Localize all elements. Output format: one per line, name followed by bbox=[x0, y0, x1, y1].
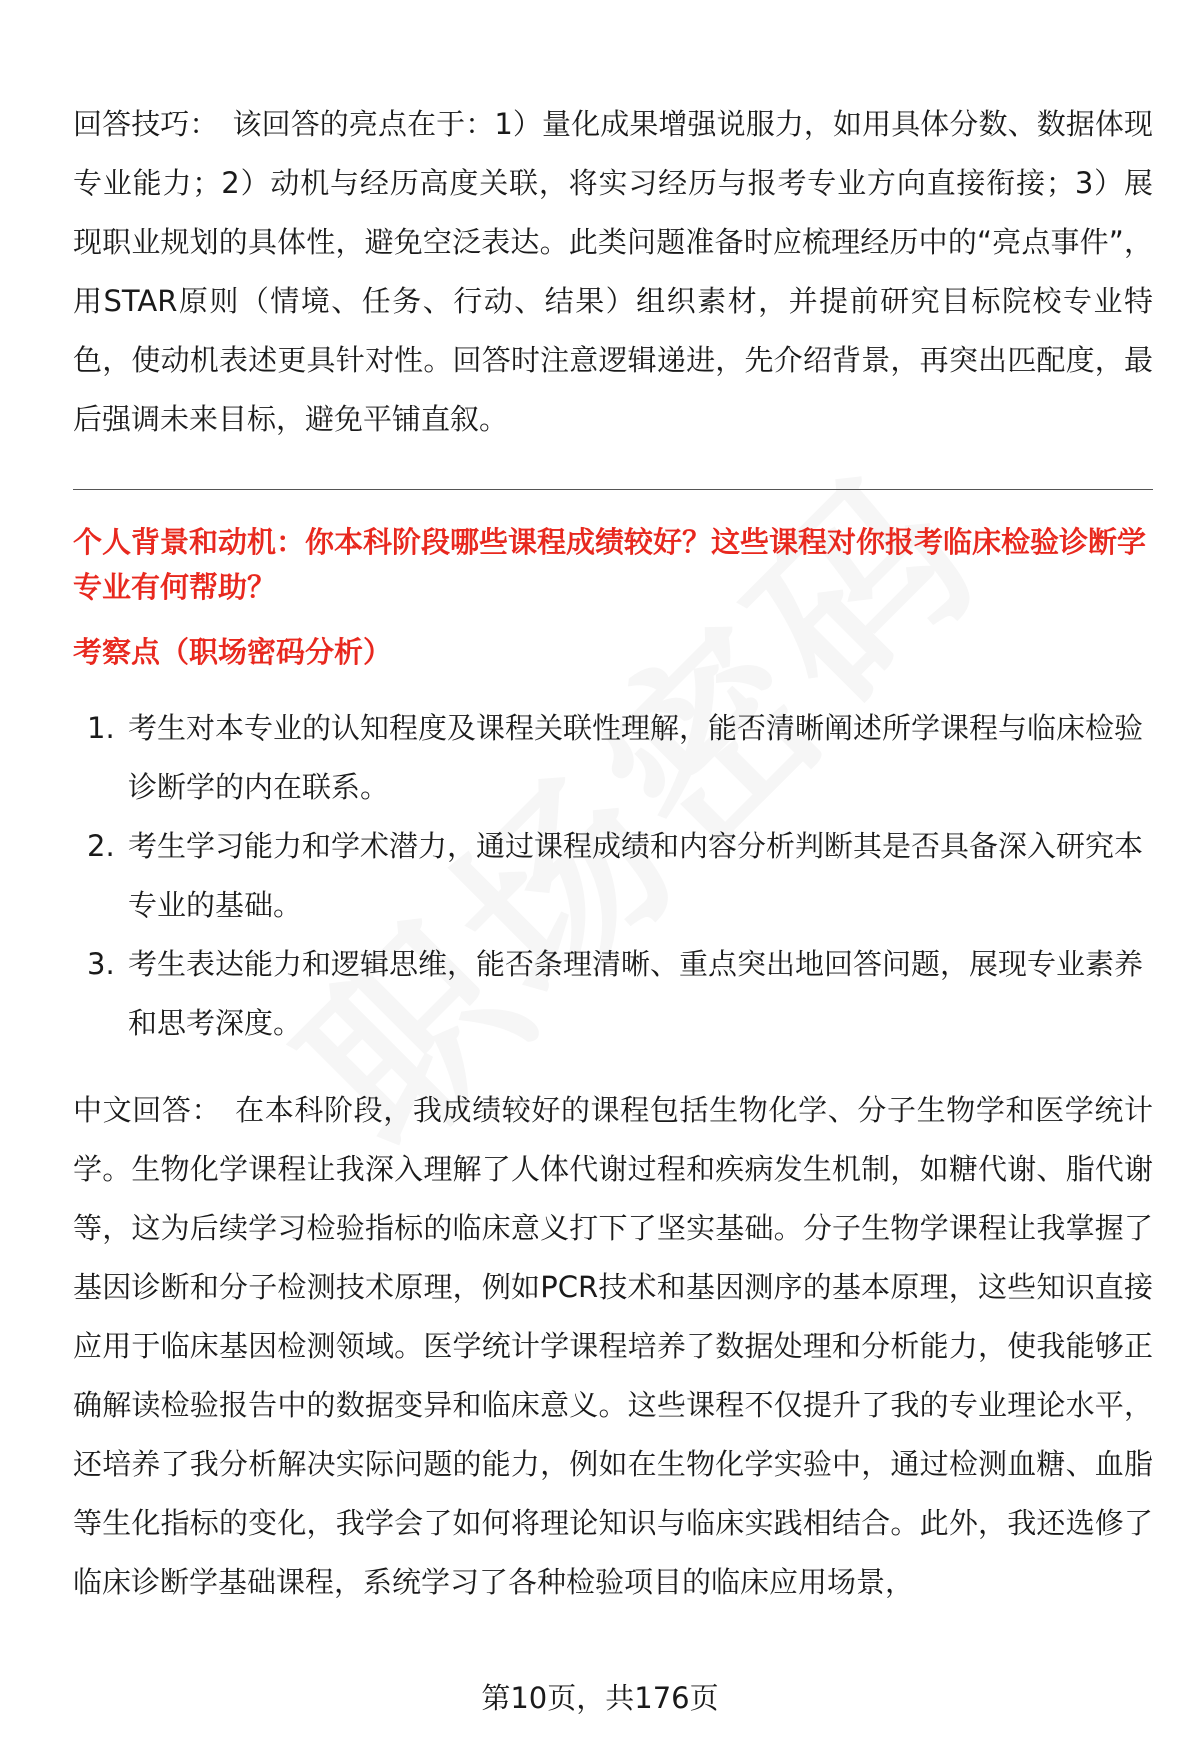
document-page bbox=[73, 95, 1153, 1612]
answer-tips-label: 回答技巧： bbox=[73, 107, 219, 141]
chinese-answer-text: 在本科阶段，我成绩较好的课程包括生物化学、分子生物学和医学统计学。生物化学课程让我深入理解了人体代谢过程和疾病发生机制，如糖代谢、脂代谢等，这为后续学习检验指标的临床意义打下了坚实基础。分子生物学课程让我掌握了基因诊断和分子检测技术原理，例如PCR技术和基因测序的基本原理，这些知识直接应用于临床基因检测领域。医学统计学课程培养了数据处理和分析能力，使我能够正确解读检验报告中的数据变异和临床意义。这些课程不仅提升了我的专业理论水平，还培养了我分析解决实际问题的能力，例如在生物化学实验中，通过检测血糖、血脂等生化指标的变化，我学会了如何将理论知识与临床实践相结合。此外，我还选修了临床诊断学基础课程，系统学习了各种检验项目的临床应用场景， bbox=[73, 1093, 1153, 1599]
list-item-number: 2. bbox=[87, 829, 115, 863]
assessment-points-heading: 考察点（职场密码分析） bbox=[73, 635, 393, 669]
question-title: 个人背景和动机：你本科阶段哪些课程成绩较好？这些课程对你报考临床检验诊断学专业有何帮助？ bbox=[73, 525, 1147, 604]
list-item-number: 3. bbox=[87, 947, 115, 981]
chinese-answer-paragraph bbox=[73, 1081, 1153, 1612]
list-item bbox=[73, 935, 1153, 1053]
answer-tips-text: 该回答的亮点在于：1）量化成果增强说服力，如用具体分数、数据体现专业能力；2）动机与经历高度关联，将实习经历与报考专业方向直接衔接；3）展现职业规划的具体性，避免空泛表达。此类问题准备时应梳理经历中的“亮点事件”，用STAR原则（情境、任务、行动、结果）组织素材，并提前研究目标院校专业特色，使动机表述更具针对性。回答时注意逻辑递进，先介绍背景，再突出匹配度，最后强调未来目标，避免平铺直叙。 bbox=[73, 107, 1153, 436]
list-item-text: 考生表达能力和逻辑思维，能否条理清晰、重点突出地回答问题，展现专业素养和思考深度。 bbox=[128, 947, 1144, 1040]
chinese-answer-label: 中文回答： bbox=[73, 1093, 222, 1127]
page-number: 第10页，共176页 bbox=[481, 1681, 719, 1715]
answer-tips-paragraph bbox=[73, 95, 1153, 449]
list-item-text: 考生对本专业的认知程度及课程关联性理解，能否清晰阐述所学课程与临床检验诊断学的内在联系。 bbox=[128, 711, 1144, 804]
section-divider bbox=[73, 489, 1153, 490]
list-item bbox=[73, 817, 1153, 935]
list-item-text: 考生学习能力和学术潜力，通过课程成绩和内容分析判断其是否具备深入研究本专业的基础。 bbox=[128, 829, 1144, 922]
assessment-points-list bbox=[73, 699, 1153, 1053]
list-item bbox=[73, 699, 1153, 817]
list-item-number: 1. bbox=[87, 711, 115, 745]
